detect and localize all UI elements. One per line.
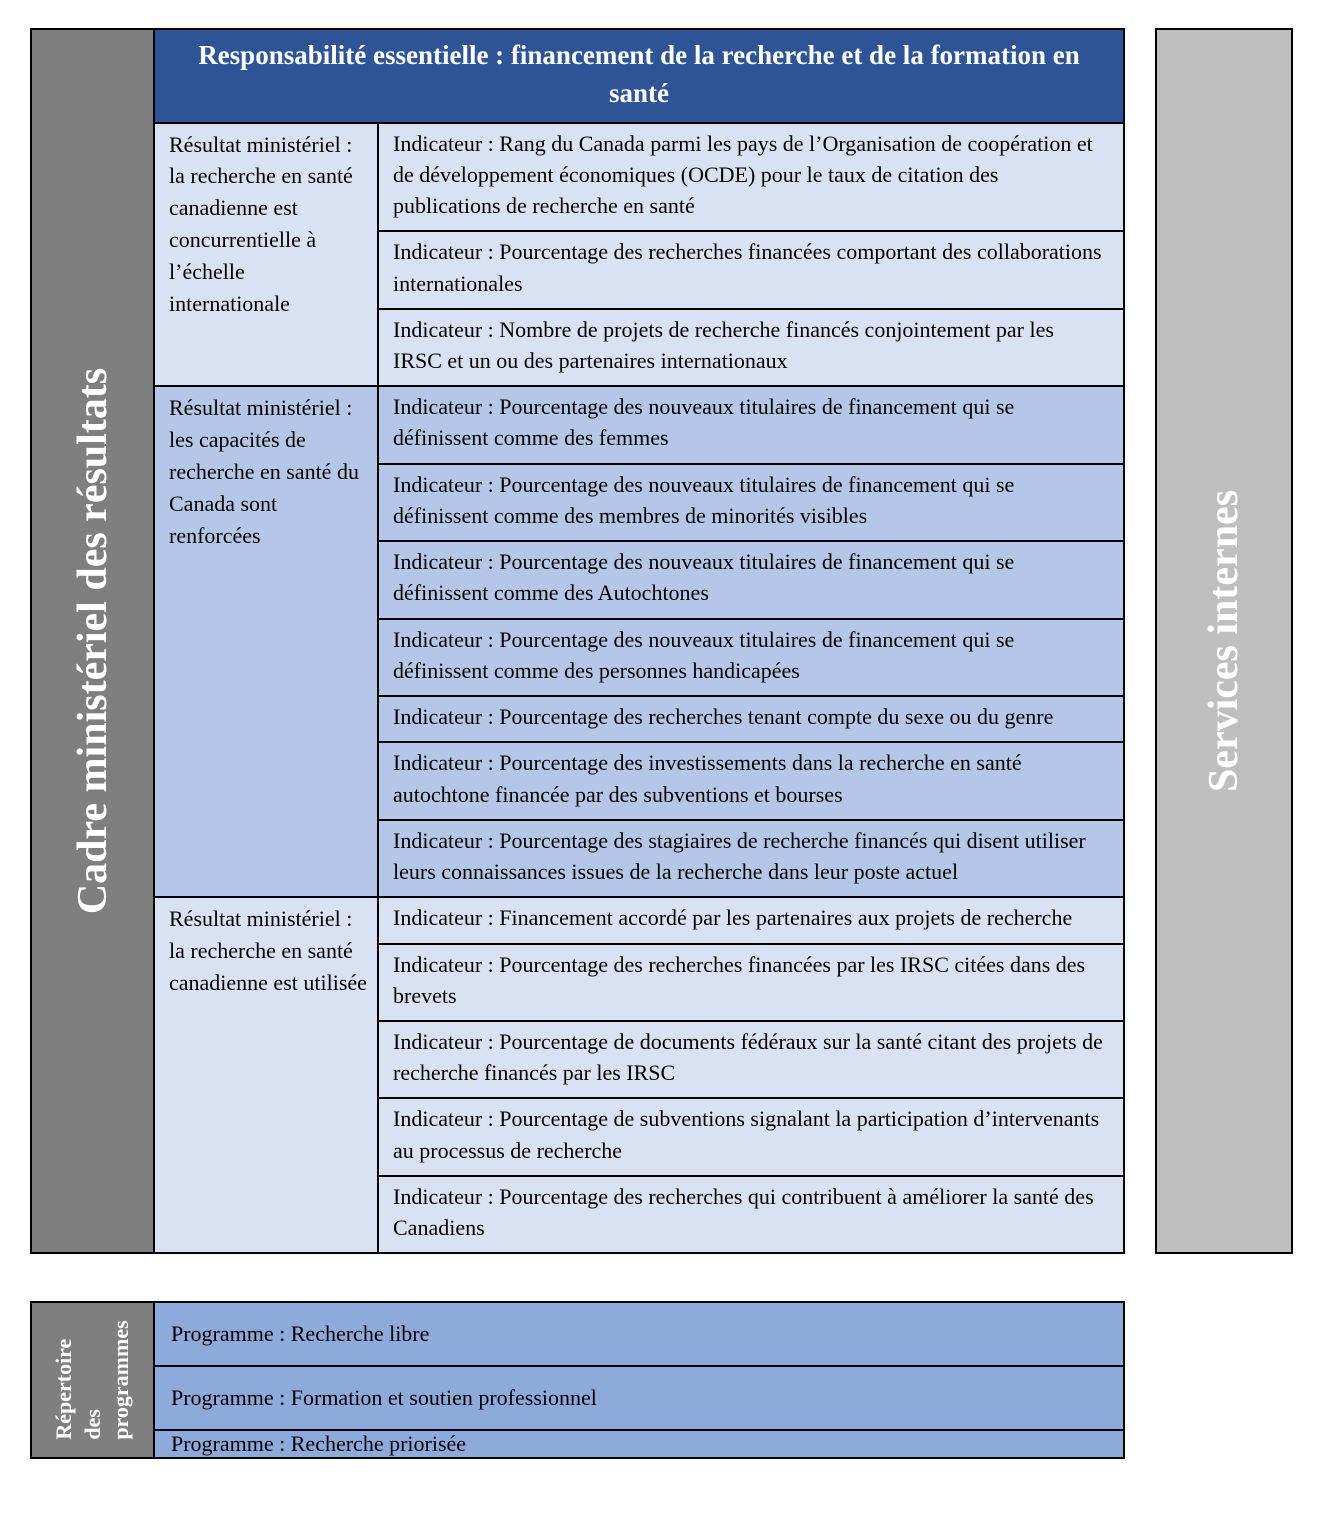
- indicator-cell: Indicateur : Pourcentage des nouveaux titulaires de financement qui se définissent comme des Autochtones: [379, 542, 1123, 619]
- result-section-used: [155, 898, 1123, 1252]
- internal-services-bar: [1155, 28, 1293, 1254]
- indicator-cell: Indicateur : Pourcentage de subventions signalant la participation d’intervenants au processus de recherche: [379, 1099, 1123, 1176]
- indicator-cell: Indicateur : Pourcentage des stagiaires de recherche financés qui disent utiliser leurs connaissances issues de la recherche dans leur poste actuel: [393, 827, 1086, 885]
- indicator-cell: Indicateur : Financement accordé par les partenaires aux projets de recherche: [379, 898, 1123, 944]
- program-row: Programme : Recherche priorisée: [171, 1431, 467, 1457]
- program-inventory-block: [30, 1301, 1125, 1459]
- rail-label-line: des: [79, 1409, 105, 1441]
- result-cell: Résultat ministériel : les capacités de recherche en santé du Canada sont renforcées: [155, 387, 379, 896]
- program-list: [155, 1303, 1123, 1457]
- indicator-cell: Indicateur : Pourcentage des recherches financées comportant des collaborations internationales: [379, 232, 1123, 309]
- internal-services-bar-label: Services internes: [1201, 490, 1247, 793]
- indicator-list: [379, 387, 1123, 896]
- indicator-cell: Indicateur : Nombre de projets de recherche financés conjointement par les IRSC et un ou des partenaires internationaux: [393, 316, 1054, 373]
- indicator-cell: Indicateur : Pourcentage des investissements dans la recherche en santé autochtone financée par des subventions et bourses: [379, 743, 1123, 820]
- indicator-cell: Indicateur : Pourcentage des nouveaux titulaires de financement qui se définissent comme des personnes handicapées: [379, 620, 1123, 697]
- core-responsibility-header: Responsabilité essentielle : financement de la recherche et de la formation en santé: [155, 30, 1123, 124]
- results-framework-table: [30, 28, 1125, 1254]
- core-responsibility-table: [155, 30, 1123, 1252]
- program-row: Programme : Recherche libre: [155, 1303, 1123, 1367]
- indicator-cell: Indicateur : Pourcentage de documents fédéraux sur la santé citant des projets de recherche financés par les IRSC: [379, 1022, 1123, 1099]
- results-framework-block: [30, 28, 1293, 1254]
- result-section-competitive: [155, 124, 1123, 388]
- indicator-cell: Indicateur : Pourcentage des recherches tenant compte du sexe ou du genre: [379, 697, 1123, 743]
- indicator-cell: Indicateur : Pourcentage des recherches financées par les IRSC citées dans des brevets: [379, 945, 1123, 1022]
- rail-label-line: programmes: [107, 1320, 133, 1441]
- indicator-cell: Indicateur : Pourcentage des nouveaux titulaires de financement qui se définissent comme des membres de minorités visibles: [379, 465, 1123, 542]
- program-row: Programme : Formation et soutien professionnel: [155, 1367, 1123, 1431]
- result-cell: Résultat ministériel : la recherche en santé canadienne est concurrentielle à l’échelle internationale: [155, 124, 379, 386]
- indicator-cell: Indicateur : Pourcentage des nouveaux titulaires de financement qui se définissent comme des femmes: [379, 387, 1123, 464]
- results-framework-rail-label: Cadre ministériel des résultats: [69, 368, 116, 915]
- rail-label-line: Répertoire: [50, 1339, 76, 1441]
- indicator-cell: Indicateur : Rang du Canada parmi les pays de l’Organisation de coopération et de développement économiques (OCDE) pour le taux de citation des publications de recherche en santé: [379, 124, 1123, 233]
- result-section-capacity: [155, 387, 1123, 898]
- program-inventory-rail-label: [50, 1321, 136, 1440]
- result-cell: Résultat ministériel : la recherche en santé canadienne est utilisée: [155, 898, 379, 1252]
- program-inventory-rail: [32, 1303, 155, 1457]
- indicator-list: [379, 898, 1123, 1252]
- indicator-list: [379, 124, 1123, 386]
- indicator-cell: Indicateur : Pourcentage des recherches qui contribuent à améliorer la santé des Canadiens: [393, 1183, 1094, 1241]
- results-framework-rail: [32, 30, 155, 1252]
